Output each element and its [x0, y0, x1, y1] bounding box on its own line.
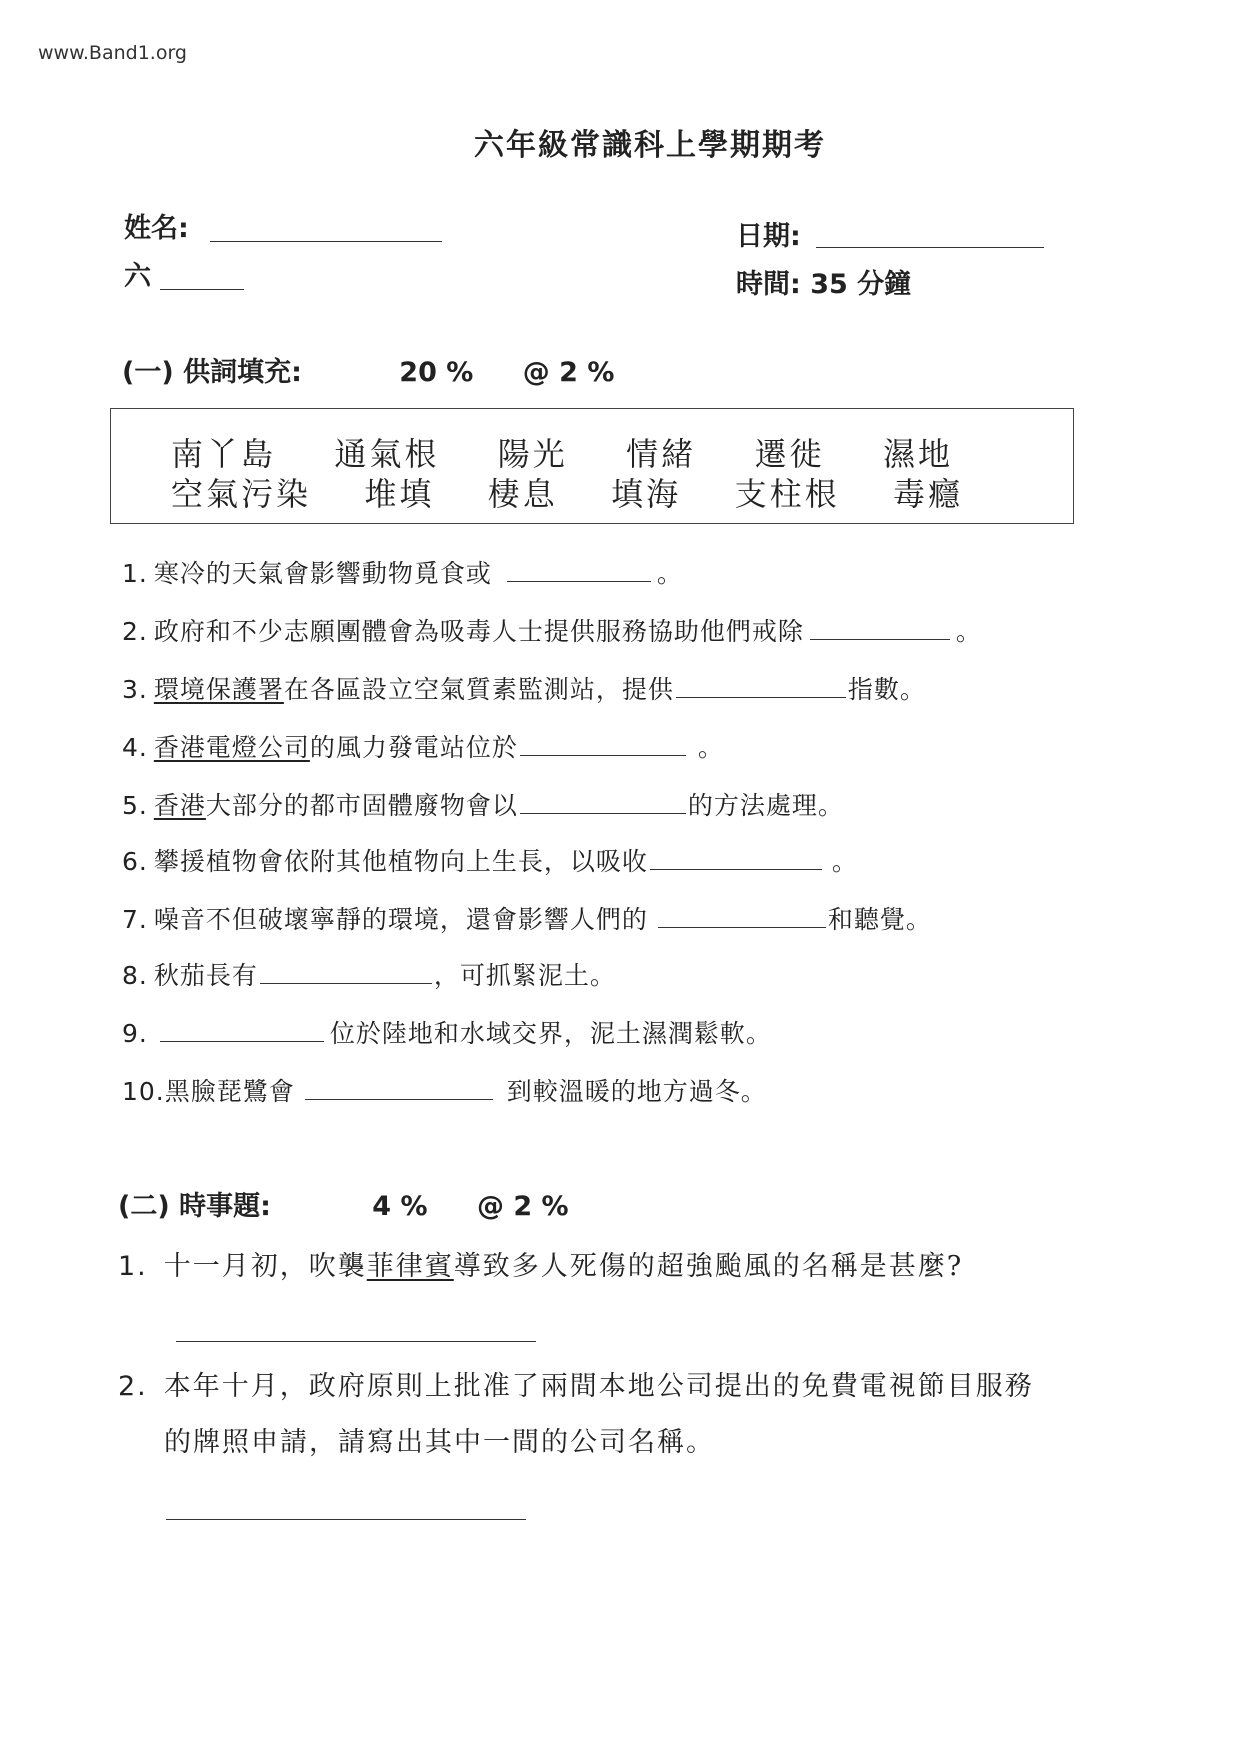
- proper-noun: 香港: [153, 791, 206, 820]
- word-bank-item: 濕地: [882, 435, 953, 473]
- date-label: 日期:: [736, 221, 801, 252]
- question-number: 2.: [118, 1371, 148, 1402]
- word-bank: [110, 408, 1074, 524]
- question-text: 本年十月，政府原則上批准了兩間本地公司提出的免費電視節目服務: [163, 1371, 1034, 1402]
- name-field[interactable]: [210, 240, 442, 242]
- answer-blank[interactable]: [650, 868, 822, 870]
- question-number: 7.: [122, 905, 148, 934]
- answer-blank[interactable]: [160, 1040, 324, 1042]
- question-3: [122, 670, 926, 706]
- question-4: [122, 728, 724, 764]
- section1-heading: [122, 350, 614, 389]
- question-text-end: 。: [955, 617, 982, 646]
- answer-blank[interactable]: [520, 754, 686, 756]
- question-number: 8.: [122, 961, 148, 990]
- section1-per-item: @ 2 %: [522, 357, 615, 388]
- word-bank-item: 堆填: [364, 475, 435, 513]
- question-text: 在各區設立空氣質素監測站，提供: [283, 675, 674, 704]
- section1-marks: 20 %: [399, 357, 474, 388]
- question-text-end: 指數。: [847, 675, 926, 704]
- question-text-end: 和聽覺。: [827, 905, 932, 934]
- answer-blank[interactable]: [658, 926, 826, 928]
- question-number: 1.: [118, 1251, 148, 1282]
- section2-heading: [118, 1184, 569, 1223]
- question-text: 十一月初，吹襲: [163, 1251, 367, 1282]
- word-bank-item: 通氣根: [334, 435, 440, 473]
- question-number: 4.: [122, 733, 148, 762]
- question-text-end: ，可抓緊泥土。: [433, 961, 616, 990]
- question-8: [122, 956, 616, 992]
- question-text-end: 。: [656, 559, 683, 588]
- page-title: 六年級常識科上學期期考: [474, 128, 826, 163]
- current-affairs-question-2-line-2: 的牌照申請，請寫出其中一間的公司名稱。: [164, 1427, 715, 1458]
- question-text: 大部分的都市固體廢物會以: [205, 791, 518, 820]
- class-label: 六: [124, 261, 151, 292]
- word-bank-item: 毒癮: [892, 475, 963, 513]
- current-affairs-question-2: [118, 1364, 1034, 1403]
- question-10: [122, 1072, 767, 1108]
- word-bank-item: 陽光: [497, 435, 568, 473]
- answer-blank[interactable]: [520, 812, 686, 814]
- question-text: 攀援植物會依附其他植物向上生長，以吸收: [153, 847, 648, 876]
- watermark: www.Band1.org: [38, 42, 187, 64]
- question-text: 黑臉琵鷺會: [164, 1077, 295, 1106]
- question-text-end: 位於陸地和水域交界，泥土濕潤鬆軟。: [329, 1019, 772, 1048]
- class-field[interactable]: [160, 288, 244, 290]
- question-text-end: 導致多人死傷的超強颱風的名稱是甚麼?: [453, 1251, 964, 1282]
- question-text: 政府和不少志願團體會為吸毒人士提供服務協助他們戒除: [153, 617, 804, 646]
- question-2: [122, 612, 982, 648]
- answer-line-2[interactable]: [166, 1518, 526, 1520]
- word-bank-item: 支柱根: [734, 475, 840, 513]
- word-bank-item: 情緒: [626, 435, 697, 473]
- question-text: 寒冷的天氣會影響動物覓食或: [153, 559, 492, 588]
- answer-line-1[interactable]: [176, 1340, 536, 1342]
- question-number: 3.: [122, 675, 148, 704]
- answer-blank[interactable]: [260, 982, 432, 984]
- section2-per-item: @ 2 %: [476, 1191, 569, 1222]
- section2-title: (二) 時事題:: [118, 1191, 271, 1222]
- question-text-end: 的方法處理。: [687, 791, 844, 820]
- word-bank-item: 南丫島: [171, 435, 277, 473]
- time-label: 時間: 35 分鐘: [736, 269, 912, 300]
- question-number: 2.: [122, 617, 148, 646]
- name-label: 姓名:: [124, 213, 189, 244]
- question-number: 5.: [122, 791, 148, 820]
- question-7: [122, 900, 932, 936]
- word-bank-item: 遷徙: [754, 435, 825, 473]
- question-text-end: 。: [697, 733, 724, 762]
- question-9: [122, 1014, 772, 1050]
- question-5: [122, 786, 844, 822]
- section2-marks: 4 %: [372, 1191, 428, 1222]
- question-text-end: 到較溫暖的地方過冬。: [506, 1077, 767, 1106]
- proper-noun: 香港電燈公司: [153, 733, 310, 762]
- question-text: 噪音不但破壞寧靜的環境，還會影響人們的: [153, 905, 648, 934]
- question-text: 的風力發電站位於: [309, 733, 518, 762]
- answer-blank[interactable]: [507, 580, 651, 582]
- answer-blank[interactable]: [810, 638, 950, 640]
- question-number: 6.: [122, 847, 148, 876]
- question-number: 10.: [122, 1077, 165, 1106]
- word-bank-item: 空氣污染: [171, 475, 312, 513]
- section1-title: (一) 供詞填充:: [122, 357, 302, 388]
- question-text-end: 。: [831, 847, 858, 876]
- question-text: 秋茄長有: [153, 961, 258, 990]
- word-bank-item: 棲息: [487, 475, 558, 513]
- question-number: 9.: [122, 1019, 148, 1048]
- proper-noun: 環境保護署: [153, 675, 284, 704]
- answer-blank[interactable]: [305, 1098, 493, 1100]
- current-affairs-question-1: [118, 1244, 963, 1283]
- answer-blank[interactable]: [676, 696, 846, 698]
- proper-noun: 菲律賓: [366, 1251, 454, 1282]
- word-bank-item: 填海: [611, 475, 682, 513]
- question-6: [122, 842, 858, 878]
- question-number: 1.: [122, 559, 148, 588]
- question-1: [122, 554, 683, 590]
- date-field[interactable]: [816, 246, 1044, 248]
- word-bank-row-2: [171, 469, 963, 515]
